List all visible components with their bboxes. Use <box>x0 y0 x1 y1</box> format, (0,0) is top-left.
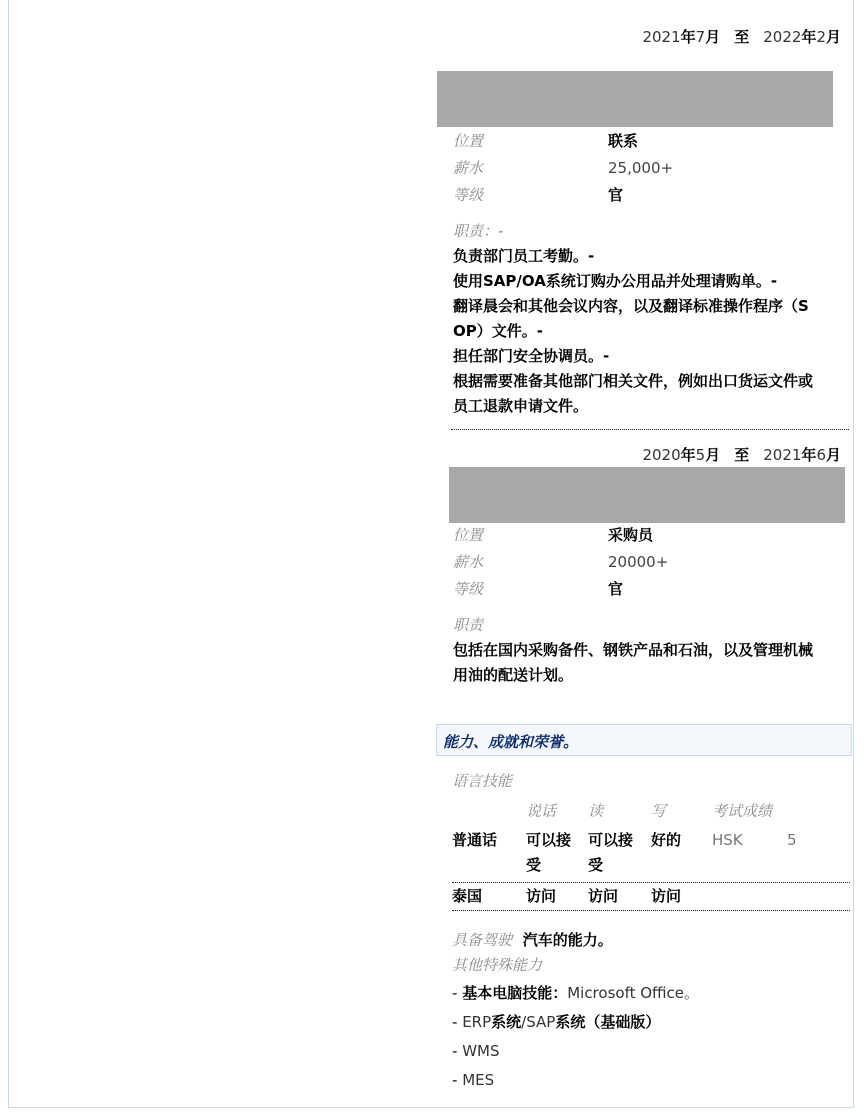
lang-read: 访问 <box>588 887 619 905</box>
job1-duty-item: 员工退款申请文件。 <box>453 397 589 415</box>
job1-title-bar <box>437 71 833 127</box>
driving-label: 具备驾驶 <box>452 931 513 949</box>
job1-duty-item: 根据需要准备其他部门相关文件，例如出口货运文件或 <box>453 372 814 390</box>
other-skill-item: - WMS <box>452 1042 500 1060</box>
job1-position-row <box>437 128 847 155</box>
job1-duty-item: 负责部门员工考勤。- <box>453 247 595 265</box>
lang-speak: 可以接 <box>526 831 572 849</box>
header-write: 写 <box>651 802 667 820</box>
lang-score: 5 <box>787 831 797 849</box>
lang-write: 好的 <box>651 831 682 849</box>
job1-date-range: 2021年7月 至 2022年2月 <box>642 28 841 46</box>
job2-details <box>437 522 847 603</box>
language-row-thai <box>452 883 850 910</box>
other-skills-list <box>452 979 699 1095</box>
job2-salary-value: 20000+ <box>608 553 669 571</box>
lang-speak: 访问 <box>526 887 557 905</box>
row-divider <box>452 910 850 911</box>
job1-duty-item: OP）文件。- <box>453 322 543 340</box>
job1-level-label: 等级 <box>453 186 484 204</box>
job1-position-label: 位置 <box>453 132 484 150</box>
lang-name: 普通话 <box>452 831 498 849</box>
job1-duty-item: 翻译晨会和其他会议内容，以及翻译标准操作程序（S <box>453 297 809 315</box>
page-frame-right <box>853 0 854 1108</box>
job1-duties-label: 职责：- <box>453 222 504 240</box>
other-skill-item: - ERP系统/SAP系统（基础版） <box>452 1013 661 1031</box>
language-skills-label: 语言技能 <box>452 772 513 790</box>
language-row-mandarin: 普通话 可以接 受 可以接 受 好的 HSK 5 <box>452 828 850 878</box>
header-read: 读 <box>588 802 604 820</box>
job2-duties <box>437 613 847 688</box>
job2-position-label: 位置 <box>453 526 484 544</box>
job1-duties <box>437 219 847 419</box>
page-frame-bottom <box>8 1107 854 1108</box>
job2-position-value: 采购员 <box>608 526 654 544</box>
language-table <box>452 800 850 911</box>
driving-value: 汽车的能力。 <box>522 931 613 949</box>
job1-position-value: 联系 <box>608 132 639 150</box>
job2-salary-row <box>437 549 847 576</box>
job2-date-range: 2020年5月 至 2021年6月 <box>642 446 841 464</box>
other-skill-item: - MES <box>452 1071 495 1089</box>
other-skill-item: - 基本电脑技能：Microsoft Office。 <box>452 984 700 1002</box>
job1-level-row <box>437 182 847 209</box>
job1-duty-item: 担任部门安全协调员。- <box>453 347 610 365</box>
job1-duty-item: 使用SAP/OA系统订购办公用品并处理请购单。- <box>453 272 778 290</box>
job1-salary-label: 薪水 <box>453 159 484 177</box>
skills-section-title: 能力、成就和荣誉。 <box>436 724 852 756</box>
header-exam: 考试成绩 <box>712 802 773 820</box>
job2-level-label: 等级 <box>453 580 484 598</box>
lang-name: 泰国 <box>452 887 483 905</box>
job2-salary-label: 薪水 <box>453 553 484 571</box>
job2-level-row <box>437 576 847 603</box>
other-skills-label: 其他特殊能力 <box>452 956 543 974</box>
job-divider <box>451 429 849 430</box>
lang-exam: HSK <box>712 831 743 849</box>
job1-details <box>437 128 847 209</box>
job1-salary-value: 25,000+ <box>608 159 674 177</box>
job2-duty-item: 包括在国内采购备件、钢铁产品和石油，以及管理机械 <box>453 641 814 659</box>
language-table-header <box>452 800 850 822</box>
job2-duty-item: 用油的配送计划。 <box>453 666 574 684</box>
job2-title-bar <box>449 467 845 523</box>
job1-level-value: 官 <box>608 186 624 204</box>
lang-read: 可以接 <box>588 831 634 849</box>
job2-position-row <box>437 522 847 549</box>
header-speak: 说话 <box>526 802 557 820</box>
page-frame-left <box>8 0 9 1108</box>
driving-row <box>452 928 613 953</box>
job2-duties-label: 职责 <box>453 616 484 634</box>
lang-write: 访问 <box>651 887 682 905</box>
job2-level-value: 官 <box>608 580 624 598</box>
job1-salary-row <box>437 155 847 182</box>
